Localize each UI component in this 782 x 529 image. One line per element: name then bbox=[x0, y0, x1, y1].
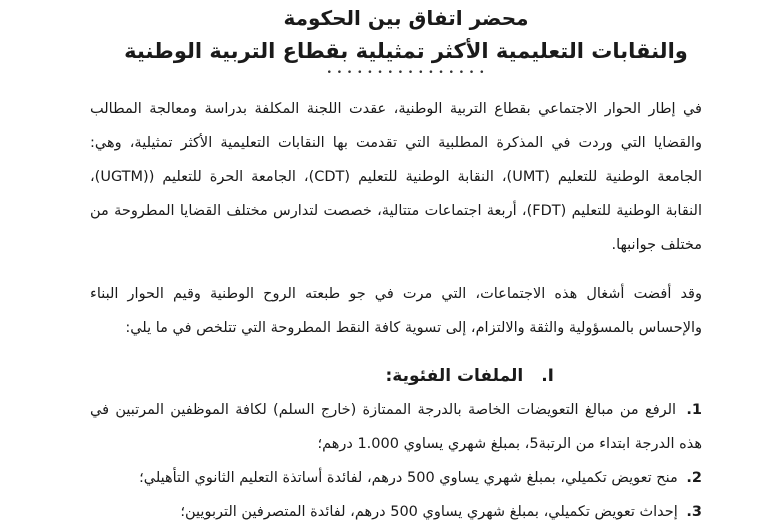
document-title: محضر اتفاق بين الحكومة bbox=[283, 6, 529, 30]
section-heading bbox=[90, 359, 702, 393]
document-subtitle: والنقابات التعليمية الأكثر تمثيلية بقطاع التربية الوطنية bbox=[124, 39, 688, 63]
list-item-number: 2. bbox=[686, 470, 702, 486]
second-paragraph: وقد أفضت أشغال هذه الاجتماعات، التي مرت في جو طبعته الروح الوطنية وقيم الحوار البناء والإحساس بالمسؤولية والثقة والالتزام، إلى تسوية كافة النقط المطروحة التي تتلخص في ما يلي: bbox=[90, 285, 702, 336]
list-item bbox=[90, 393, 702, 461]
list-item-text: منح تعويض تكميلي، بمبلغ شهري يساوي 500 درهم، لفائدة أساتذة التعليم الثانوي التأهيلي؛ bbox=[139, 470, 678, 486]
list-item-text: إحداث تعويض تكميلي، بمبلغ شهري يساوي 500 درهم، لفائدة المتصرفين التربويين؛ bbox=[180, 504, 678, 520]
section-number: I. bbox=[541, 366, 554, 386]
intro-paragraph: في إطار الحوار الاجتماعي بقطاع التربية الوطنية، عقدت اللجنة المكلفة بدراسة ومعالجة المطالب والقضايا التي وردت في المذكرة المطلبية التي تقدمت بها النقابات التعليمية الأكثر تمثيلية، وهي: الجامعة الوطنية للتعليم (UMT)، النقابة الوطنية للتعليم (CDT)، الجامعة الحرة للتعليم ((UGTM)، النقابة الوطنية للتعليم (FDT)، أربعة اجتماعات متتالية، خصصت لتدارس مختلف القضايا المطروحة من مختلف جوانبها. bbox=[90, 101, 703, 253]
list-item-text: الرفع من مبالغ التعويضات الخاصة بالدرجة الممتازة (خارج السلم) لكافة الموظفين المرتبين في هذه الدرجة ابتداء من الرتبة5، بمبلغ شهري يساوي 1.000 درهم؛ bbox=[90, 402, 702, 452]
list-item-number: 1. bbox=[686, 402, 703, 418]
section-title: الملفات الفئوية: bbox=[385, 366, 524, 386]
list-item-number: 3. bbox=[686, 504, 702, 520]
list-item bbox=[90, 461, 702, 495]
list-item bbox=[90, 495, 702, 529]
document-page bbox=[0, 4, 782, 525]
title-dotted-divider: • • • • • • • • • • • • • • • • bbox=[326, 68, 486, 78]
